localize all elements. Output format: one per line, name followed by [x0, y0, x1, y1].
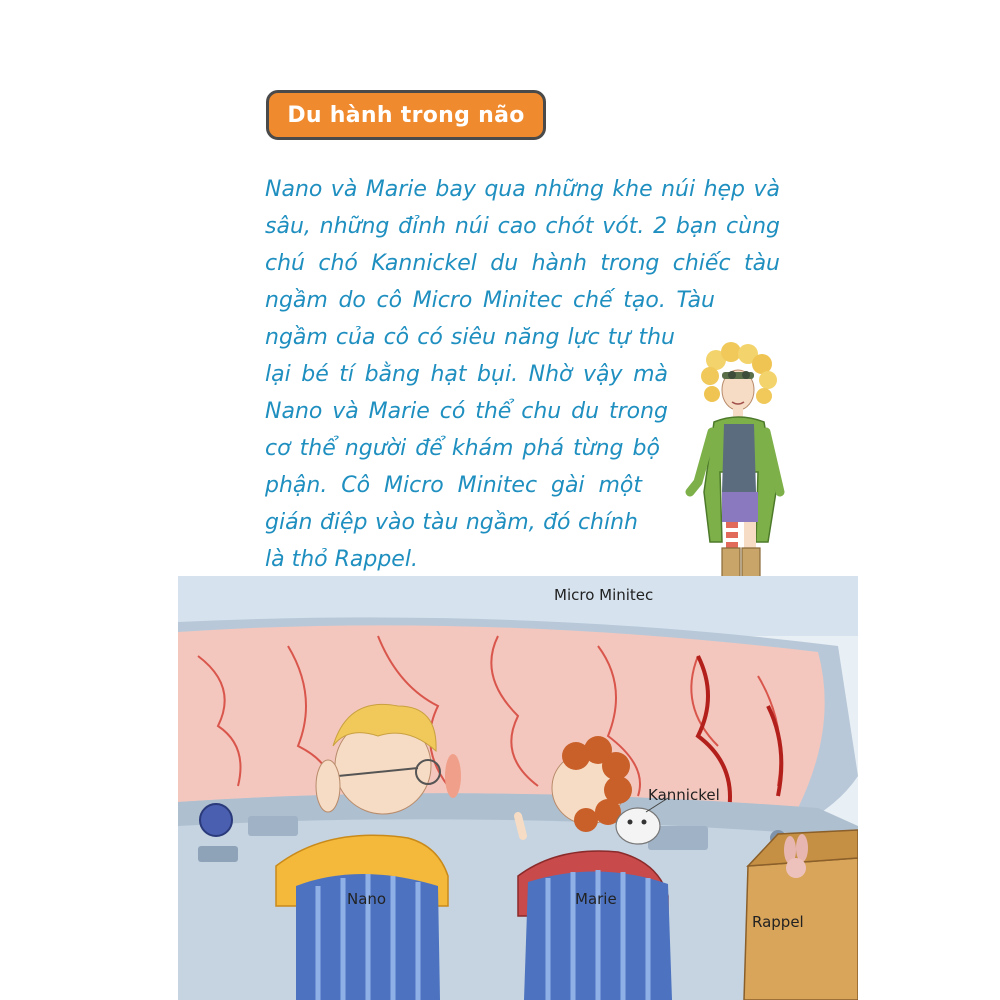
story-line: ngầm của cô có siêu năng lực tự thu	[265, 325, 675, 350]
caption-marie: Marie	[575, 890, 617, 908]
story-line: chú chó Kannickel du hành trong chiếc tàu	[265, 251, 780, 276]
story-line: là thỏ Rappel.	[265, 547, 418, 572]
story-line: Nano và Marie có thể chu du trong	[265, 399, 668, 424]
story-line: Nano và Marie bay qua những khe núi hẹp và	[265, 177, 780, 202]
story-line: ngầm do cô Micro Minitec chế tạo. Tàu	[265, 288, 715, 313]
dial-icon	[200, 804, 232, 836]
caption-micro-minitec: Micro Minitec	[554, 586, 654, 604]
kannickel-dog	[616, 808, 660, 844]
story-line: phận. Cô Micro Minitec gài một	[265, 473, 642, 498]
caption-kannickel: Kannickel	[648, 786, 720, 804]
story-line: cơ thể người để khám phá từng bộ	[265, 436, 660, 461]
story-line: sâu, những đỉnh núi cao chót vót. 2 bạn cùng	[265, 214, 780, 239]
story-line: lại bé tí bằng hạt bụi. Nhờ vậy mà	[265, 362, 668, 387]
chapter-title: Du hành trong não	[266, 90, 546, 140]
caption-rappel: Rappel	[752, 913, 804, 931]
caption-nano: Nano	[347, 890, 387, 908]
cockpit-illustration	[178, 576, 858, 1000]
story-line: gián điệp vào tàu ngầm, đó chính	[265, 510, 638, 535]
